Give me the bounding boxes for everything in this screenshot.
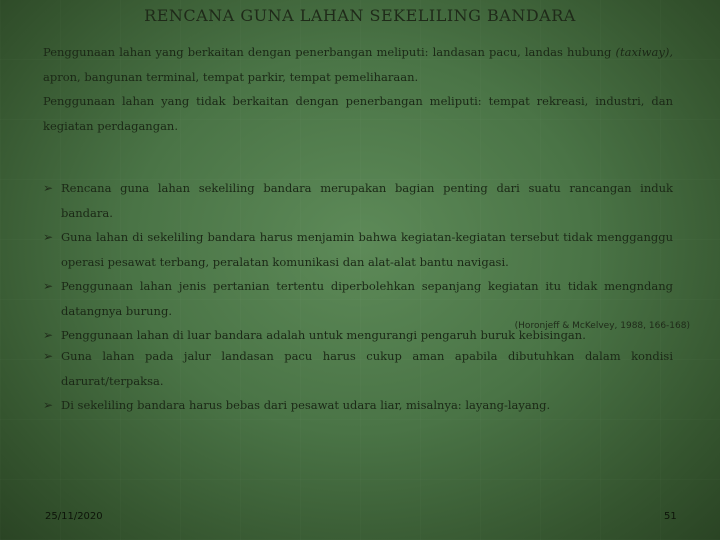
- page-number: 51: [664, 511, 677, 522]
- list-item: [43, 176, 673, 225]
- bullet-text: Guna lahan pada jalur landasan pacu harus cukup aman apabila dibutuhkan dalam kondisi darurat/terpaksa.: [61, 349, 673, 388]
- arrow-bullet-icon: ➢: [43, 230, 54, 244]
- arrow-bullet-icon: ➢: [43, 398, 54, 412]
- bullet-text: Penggunaan lahan jenis pertanian tertentu diperbolehkan sepanjang kegiatan itu tidak mengndang datangnya burung.: [61, 279, 673, 318]
- citation: (Horonjeff & McKelvey, 1988, 166-168): [514, 321, 690, 331]
- arrow-bullet-icon: ➢: [43, 349, 54, 363]
- bullet-text: Guna lahan di sekeliling bandara harus menjamin bahwa kegiatan-kegiatan tersebut tidak mengganggu operasi pesawat terbang, peralatan komunikasi dan alat-alat bantu navigasi.: [61, 230, 673, 269]
- bullet-text: Penggunaan lahan di luar bandara adalah untuk mengurangi pengaruh buruk kebisingan.: [61, 328, 586, 342]
- footer-date: 25/11/2020: [45, 511, 103, 522]
- intro-1-text-a: Penggunaan lahan yang berkaitan dengan penerbangan meliputi: landasan pacu, landas hubung: [43, 45, 616, 59]
- intro-paragraph-aviation: [43, 40, 673, 89]
- intro-text: [43, 40, 673, 138]
- bullet-text: Di sekeliling bandara harus bebas dari pesawat udara liar, misalnya: layang-layang.: [61, 398, 551, 412]
- arrow-bullet-icon: ➢: [43, 279, 54, 293]
- arrow-bullet-icon: ➢: [43, 328, 54, 342]
- list-item: [43, 393, 673, 418]
- list-item: [43, 344, 673, 393]
- bullet-list-2: [43, 344, 673, 418]
- list-item: [43, 274, 673, 323]
- taxiway-term: (taxiway),: [615, 45, 673, 59]
- list-item: [43, 225, 673, 274]
- intro-1-text-b: apron, bangunan terminal, tempat parkir, tempat pemeliharaan.: [43, 69, 419, 84]
- arrow-bullet-icon: ➢: [43, 181, 54, 195]
- slide-title: RENCANA GUNA LAHAN SEKELILING BANDARA: [144, 6, 576, 25]
- intro-paragraph-non-aviation: Penggunaan lahan yang tidak berkaitan dengan penerbangan meliputi: tempat rekreasi, industri, dan kegiatan perdagangan.: [43, 94, 673, 133]
- bullet-text: Rencana guna lahan sekeliling bandara merupakan bagian penting dari suatu rancangan induk bandara.: [61, 181, 673, 220]
